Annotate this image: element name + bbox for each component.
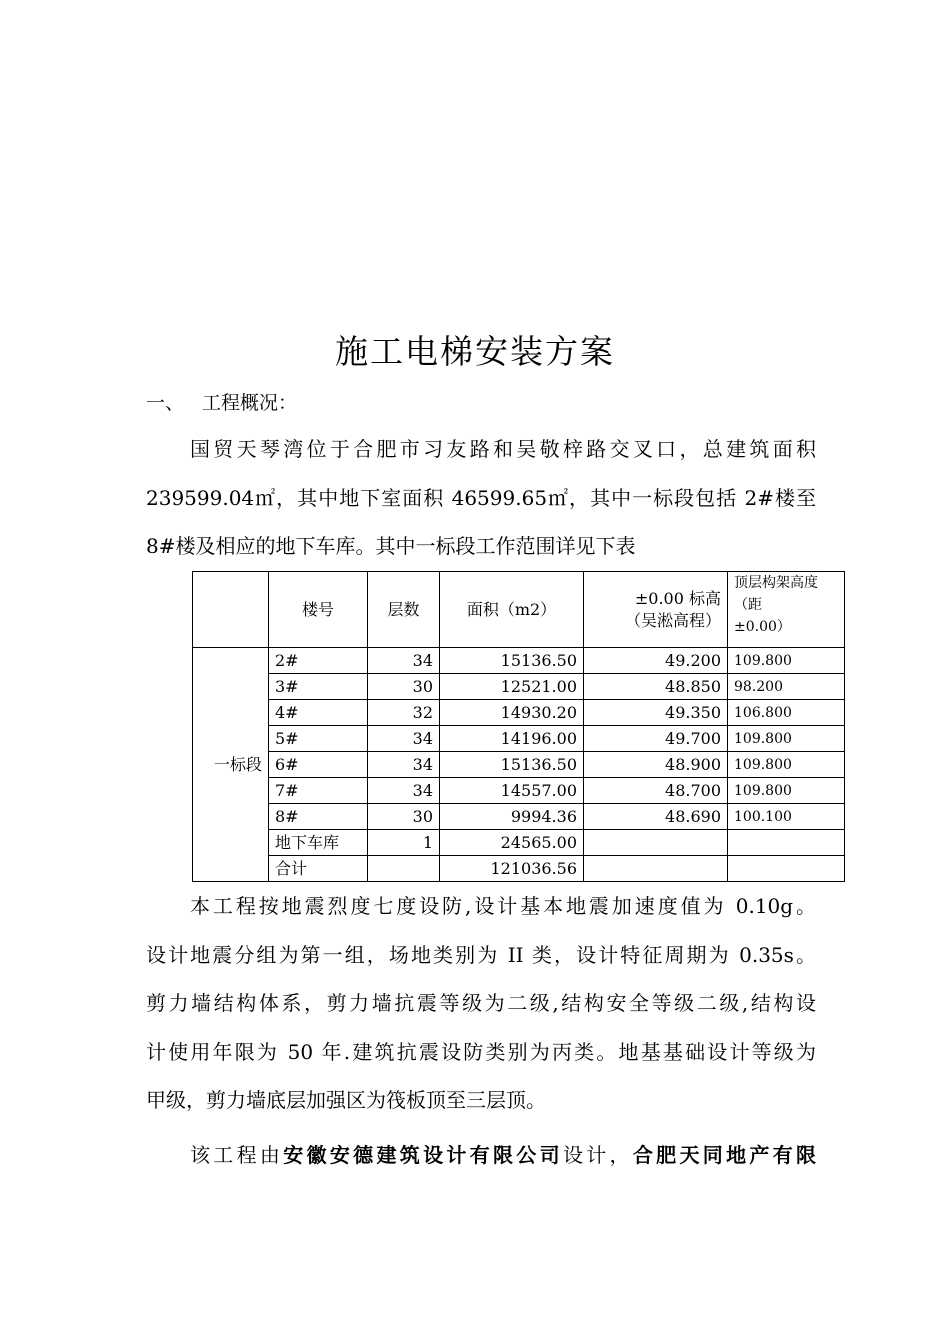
cell-area: 14930.20	[440, 700, 584, 726]
cell-floors: 32	[368, 700, 440, 726]
cell-building: 6#	[269, 752, 368, 778]
cell-building: 7#	[269, 778, 368, 804]
header-area: 面积（m2）	[440, 572, 584, 648]
cell-top: 109.800	[728, 778, 845, 804]
cell-building: 2#	[269, 648, 368, 674]
header-elevation-line: ±0.00 标高	[634, 588, 721, 608]
parties-middle: 设计，	[562, 1143, 633, 1167]
table-row	[193, 726, 845, 752]
cell-floors: 34	[368, 726, 440, 752]
cell-area: 15136.50	[440, 648, 584, 674]
cell-top: 109.800	[728, 726, 845, 752]
table-row	[193, 648, 845, 674]
header-elevation-line: （吴淞高程）	[624, 610, 721, 630]
cell-area: 12521.00	[440, 674, 584, 700]
header-floors: 层数	[368, 572, 440, 648]
table-row	[193, 700, 845, 726]
designer-name: 安徽安德建筑设计有限公司	[283, 1143, 563, 1167]
cell-building: 地下车库	[269, 830, 368, 856]
parties-paragraph	[146, 1131, 816, 1180]
cell-elevation: 48.690	[584, 804, 728, 830]
cell-elevation	[584, 830, 728, 856]
overview-line: 239599.04㎡，其中地下室面积 46599.65㎡，其中一标段包括 2#楼至	[146, 485, 816, 510]
cell-elevation: 48.850	[584, 674, 728, 700]
cell-floors: 34	[368, 778, 440, 804]
cell-building: 5#	[269, 726, 368, 752]
table-header-row	[193, 572, 845, 648]
cell-floors	[368, 856, 440, 882]
cell-area: 9994.36	[440, 804, 584, 830]
cell-building: 合计	[269, 856, 368, 882]
cell-floors: 30	[368, 804, 440, 830]
cell-building: 4#	[269, 700, 368, 726]
cell-elevation: 48.700	[584, 778, 728, 804]
cell-floors: 1	[368, 830, 440, 856]
section-number: 一、	[146, 392, 185, 414]
group-label: 一标段	[193, 648, 269, 882]
overview-line: 8#楼及相应的地下车库。其中一标段工作范围详见下表	[146, 534, 636, 558]
cell-building: 8#	[269, 804, 368, 830]
cell-top: 98.200	[728, 674, 845, 700]
overview-line: 国贸天琴湾位于合肥市习友路和吴敬梓路交叉口，总建筑面积	[190, 437, 816, 461]
document-title: 施工电梯安装方案	[335, 332, 615, 371]
cell-elevation: 48.900	[584, 752, 728, 778]
header-building: 楼号	[269, 572, 368, 648]
seismic-line: 剪力墙结构体系，剪力墙抗震等级为二级,结构安全等级二级,结构设	[146, 991, 816, 1015]
section-heading	[146, 388, 297, 415]
cell-area: 121036.56	[440, 856, 584, 882]
parties-prefix: 该工程由	[190, 1143, 284, 1167]
section-title: 工程概况：	[202, 392, 298, 414]
cell-elevation: 49.350	[584, 700, 728, 726]
table-row	[193, 674, 845, 700]
cell-floors: 34	[368, 752, 440, 778]
seismic-line: 甲级，剪力墙底层加强区为筏板顶至三层顶。	[146, 1088, 546, 1112]
overview-paragraph	[146, 425, 816, 571]
work-scope-table	[192, 571, 845, 882]
cell-elevation	[584, 856, 728, 882]
cell-top: 106.800	[728, 700, 845, 726]
cell-top: 109.800	[728, 752, 845, 778]
header-top-height	[728, 572, 845, 648]
parties-line	[146, 1131, 816, 1180]
cell-area: 24565.00	[440, 830, 584, 856]
header-top-line: ±0.00）	[734, 619, 791, 635]
cell-top	[728, 830, 845, 856]
table-row	[193, 752, 845, 778]
header-top-line: 顶层构架高度	[734, 575, 818, 591]
cell-top: 109.800	[728, 648, 845, 674]
cell-elevation: 49.200	[584, 648, 728, 674]
cell-area: 14557.00	[440, 778, 584, 804]
header-elevation	[584, 572, 728, 648]
table-row	[193, 856, 845, 882]
cell-floors: 30	[368, 674, 440, 700]
seismic-paragraph	[146, 882, 816, 1125]
cell-floors: 34	[368, 648, 440, 674]
cell-building: 3#	[269, 674, 368, 700]
seismic-line: 本工程按地震烈度七度设防,设计基本地震加速度值为 0.10g。	[190, 894, 816, 918]
table-row	[193, 804, 845, 830]
cell-top	[728, 856, 845, 882]
cell-top: 100.100	[728, 804, 845, 830]
seismic-line: 计使用年限为 50 年.建筑抗震设防类别为丙类。地基基础设计等级为	[146, 1039, 816, 1064]
table-row	[193, 778, 845, 804]
header-top-line: （距	[734, 597, 762, 613]
header-group	[193, 572, 269, 648]
cell-area: 14196.00	[440, 726, 584, 752]
owner-name: 合肥天同地产有限	[632, 1143, 817, 1167]
table-row	[193, 830, 845, 856]
seismic-line: 设计地震分组为第一组，场地类别为 II 类，设计特征周期为 0.35s。	[146, 942, 816, 967]
cell-area: 15136.50	[440, 752, 584, 778]
cell-elevation: 49.700	[584, 726, 728, 752]
